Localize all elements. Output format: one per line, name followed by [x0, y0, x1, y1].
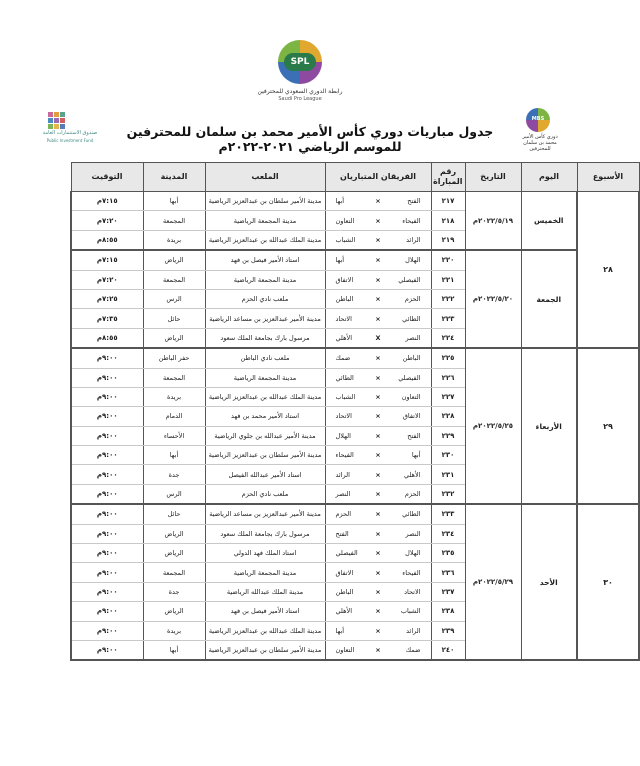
versus-mark: × — [371, 621, 385, 640]
away-team: الأهلي — [325, 602, 371, 621]
home-team: الاتفاق — [385, 407, 431, 426]
away-team: الاتفاق — [325, 270, 371, 289]
away-team: الرائد — [325, 465, 371, 484]
city: الدمام — [143, 407, 205, 426]
kickoff-time: ٩:٠٠م — [71, 426, 143, 445]
kickoff-time: ٩:٠٠م — [71, 407, 143, 426]
stadium: مدينة الأمير عبدالله بن جلوي الرياضية — [205, 426, 325, 445]
away-team: الفيحاء — [325, 446, 371, 465]
city: حائل — [143, 504, 205, 524]
away-team: التعاون — [325, 211, 371, 230]
away-team: الحزم — [325, 504, 371, 524]
city: أبها — [143, 640, 205, 660]
home-team: الفيصلي — [385, 270, 431, 289]
city: المجمعة — [143, 563, 205, 582]
home-team: الرائد — [385, 230, 431, 250]
match-number: ٢٢٣ — [431, 309, 465, 328]
match-number: ٢٣٥ — [431, 544, 465, 563]
home-team: التعاون — [385, 387, 431, 406]
match-number: ٢٣٢ — [431, 484, 465, 504]
city: بريدة — [143, 387, 205, 406]
pif-name-ar: صندوق الاستثمارات العامة — [42, 130, 98, 136]
cup-name: دوري كأس الأمير محمد بن سلمان للمحترفين — [522, 134, 558, 152]
home-team: الباطن — [385, 348, 431, 368]
kickoff-time: ٩:٠٠م — [71, 446, 143, 465]
versus-mark: × — [371, 289, 385, 308]
stadium: مدينة الملك عبدالله بن عبدالعزيز الرياضية — [205, 387, 325, 406]
kickoff-time: ٩:٠٠م — [71, 602, 143, 621]
city: الرياض — [143, 250, 205, 270]
col-teams: الفريقان المتباريان — [325, 163, 431, 192]
stadium: مدينة المجمعة الرياضية — [205, 368, 325, 387]
match-number: ٢٣٧ — [431, 582, 465, 601]
away-team: ضمك — [325, 348, 371, 368]
versus-mark: × — [371, 563, 385, 582]
city: جدة — [143, 465, 205, 484]
city: الرياض — [143, 328, 205, 348]
match-number: ٢١٩ — [431, 230, 465, 250]
col-city: المدينة — [143, 163, 205, 192]
city: المجمعة — [143, 368, 205, 387]
home-team: الطائي — [385, 504, 431, 524]
match-number: ٢٢٩ — [431, 426, 465, 445]
home-team: ضمك — [385, 640, 431, 660]
away-team: الأهلي — [325, 328, 371, 348]
versus-mark: X — [371, 328, 385, 348]
match-date: ٢٠٢٢/٥/١٩م — [465, 192, 521, 251]
away-team: الاتحاد — [325, 407, 371, 426]
kickoff-time: ٩:٠٠م — [71, 563, 143, 582]
stadium: ملعب نادي الحزم — [205, 289, 325, 308]
city: الرس — [143, 484, 205, 504]
city: الرس — [143, 289, 205, 308]
away-team: الاتفاق — [325, 563, 371, 582]
away-team: الشباب — [325, 387, 371, 406]
versus-mark: × — [371, 524, 385, 543]
stadium: مرسول بارك بجامعة الملك سعود — [205, 524, 325, 543]
home-team: الاتحاد — [385, 582, 431, 601]
match-number: ٢٢٥ — [431, 348, 465, 368]
versus-mark: × — [371, 504, 385, 524]
home-team: أبها — [385, 446, 431, 465]
away-team: أبها — [325, 192, 371, 211]
city: أبها — [143, 446, 205, 465]
home-team: الهلال — [385, 544, 431, 563]
kickoff-time: ٩:٠٠م — [71, 582, 143, 601]
away-team: التعاون — [325, 640, 371, 660]
match-number: ٢٢١ — [431, 270, 465, 289]
kickoff-time: ٩:٠٠م — [71, 484, 143, 504]
away-team: الباطن — [325, 582, 371, 601]
match-date: ٢٠٢٢/٥/٢٩م — [465, 504, 521, 660]
city: حفر الباطن — [143, 348, 205, 368]
match-number: ٢٣٨ — [431, 602, 465, 621]
away-team: الطائي — [325, 368, 371, 387]
away-team: الفيصلي — [325, 544, 371, 563]
versus-mark: × — [371, 407, 385, 426]
match-day: الأحد — [521, 504, 577, 660]
kickoff-time: ٩:٠٠م — [71, 504, 143, 524]
match-number: ٢٢٠ — [431, 250, 465, 270]
match-number: ٢٢٨ — [431, 407, 465, 426]
home-team: الحزم — [385, 484, 431, 504]
table-row — [71, 250, 639, 270]
league-name-en: Saudi Pro League — [278, 96, 322, 102]
col-match-no: رقم المباراة — [431, 163, 465, 192]
match-number: ٢١٧ — [431, 192, 465, 211]
versus-mark: × — [371, 348, 385, 368]
versus-mark: × — [371, 368, 385, 387]
versus-mark: × — [371, 484, 385, 504]
versus-mark: × — [371, 270, 385, 289]
city: بريدة — [143, 621, 205, 640]
stadium: استاد الملك فهد الدولي — [205, 544, 325, 563]
away-team: أبها — [325, 250, 371, 270]
city: بريدة — [143, 230, 205, 250]
stadium: مدينة الملك عبدالله بن عبدالعزيز الرياضية — [205, 621, 325, 640]
away-team: الاتحاد — [325, 309, 371, 328]
away-team: أبها — [325, 621, 371, 640]
city: حائل — [143, 309, 205, 328]
versus-mark: × — [371, 602, 385, 621]
stadium: مدينة الأمير سلطان بن عبدالعزيز الرياضية — [205, 192, 325, 211]
col-time: التوقيت — [71, 163, 143, 192]
spl-logo-text: SPL — [284, 53, 316, 71]
city: جدة — [143, 582, 205, 601]
versus-mark: × — [371, 640, 385, 660]
away-team: الشباب — [325, 230, 371, 250]
home-team: الفتح — [385, 426, 431, 445]
stadium: استاد الأمير محمد بن فهد — [205, 407, 325, 426]
pif-name-en: Public Investment Fund — [46, 138, 94, 143]
versus-mark: × — [371, 582, 385, 601]
kickoff-time: ٧:٢٠م — [71, 270, 143, 289]
away-team: الباطن — [325, 289, 371, 308]
kickoff-time: ٨:٥٥م — [71, 328, 143, 348]
stadium: مدينة الأمير سلطان بن عبدالعزيز الرياضية — [205, 446, 325, 465]
kickoff-time: ٩:٠٠م — [71, 621, 143, 640]
versus-mark: × — [371, 192, 385, 211]
stadium: استاد الأمير فيصل بن فهد — [205, 602, 325, 621]
stadium: مدينة الملك عبدالله الرياضية — [205, 582, 325, 601]
stadium: استاد الأمير فيصل بن فهد — [205, 250, 325, 270]
versus-mark: × — [371, 211, 385, 230]
city: الرياض — [143, 524, 205, 543]
kickoff-time: ٩:٠٠م — [71, 544, 143, 563]
stadium: ملعب نادي الباطن — [205, 348, 325, 368]
week-number: ٢٨ — [577, 192, 639, 349]
home-team: الأهلي — [385, 465, 431, 484]
kickoff-time: ٩:٠٠م — [71, 348, 143, 368]
kickoff-time: ٩:٠٠م — [71, 524, 143, 543]
stadium: ملعب نادي الحزم — [205, 484, 325, 504]
table-row — [71, 348, 639, 368]
stadium: مدينة المجمعة الرياضية — [205, 563, 325, 582]
city: المجمعة — [143, 270, 205, 289]
schedule-table — [70, 162, 640, 661]
match-number: ٢٢٧ — [431, 387, 465, 406]
city: الرياض — [143, 544, 205, 563]
home-team: النصر — [385, 328, 431, 348]
versus-mark: × — [371, 387, 385, 406]
col-stadium: الملعب — [205, 163, 325, 192]
kickoff-time: ٨:٥٥م — [71, 230, 143, 250]
home-team: الحزم — [385, 289, 431, 308]
kickoff-time: ٧:٣٥م — [71, 309, 143, 328]
kickoff-time: ٩:٠٠م — [71, 465, 143, 484]
match-number: ٢٢٢ — [431, 289, 465, 308]
versus-mark: × — [371, 309, 385, 328]
kickoff-time: ٩:٠٠م — [71, 387, 143, 406]
match-day: الخميس — [521, 192, 577, 251]
match-number: ٢٣٦ — [431, 563, 465, 582]
cup-short: MBS — [531, 116, 545, 122]
stadium: استاد الأمير عبدالله الفيصل — [205, 465, 325, 484]
week-number: ٢٩ — [577, 348, 639, 504]
table-row — [71, 192, 639, 211]
pif-mark-icon — [48, 112, 70, 130]
match-number: ٢٢٤ — [431, 328, 465, 348]
home-team: النصر — [385, 524, 431, 543]
stadium: مدينة المجمعة الرياضية — [205, 211, 325, 230]
page-title: جدول مباريات دوري كأس الأمير محمد بن سلمان للمحترفين للموسم الرياضي ٢٠٢١-٢٠٢٢م — [126, 124, 494, 154]
kickoff-time: ٩:٠٠م — [71, 640, 143, 660]
mbs-cup-logo — [518, 108, 562, 156]
kickoff-time: ٧:٢٠م — [71, 211, 143, 230]
versus-mark: × — [371, 426, 385, 445]
match-number: ٢٣٩ — [431, 621, 465, 640]
match-number: ٢٤٠ — [431, 640, 465, 660]
col-day: اليوم — [521, 163, 577, 192]
kickoff-time: ٧:١٥م — [71, 250, 143, 270]
city: المجمعة — [143, 211, 205, 230]
home-team: الشباب — [385, 602, 431, 621]
match-number: ٢٣٠ — [431, 446, 465, 465]
stadium: مدينة الأمير عبدالعزيز بن مساعد الرياضية — [205, 309, 325, 328]
match-day: الأربعاء — [521, 348, 577, 504]
away-team: الفتح — [325, 524, 371, 543]
match-number: ٢٣٤ — [431, 524, 465, 543]
home-team: الطائي — [385, 309, 431, 328]
home-team: الفتح — [385, 192, 431, 211]
stadium: مدينة الملك عبدالله بن عبدالعزيز الرياضية — [205, 230, 325, 250]
stadium: مدينة الأمير سلطان بن عبدالعزيز الرياضية — [205, 640, 325, 660]
home-team: الرائد — [385, 621, 431, 640]
versus-mark: × — [371, 446, 385, 465]
away-team: الهلال — [325, 426, 371, 445]
home-team: الفيحاء — [385, 211, 431, 230]
versus-mark: × — [371, 250, 385, 270]
col-date: التاريخ — [465, 163, 521, 192]
away-team: النصر — [325, 484, 371, 504]
match-date: ٢٠٢٢/٥/٢٠م — [465, 250, 521, 348]
match-number: ٢٣١ — [431, 465, 465, 484]
week-number: ٣٠ — [577, 504, 639, 660]
kickoff-time: ٧:١٥م — [71, 192, 143, 211]
home-team: الفيحاء — [385, 563, 431, 582]
home-team: الهلال — [385, 250, 431, 270]
versus-mark: × — [371, 465, 385, 484]
match-number: ٢٢٦ — [431, 368, 465, 387]
city: الرياض — [143, 602, 205, 621]
home-team: الفيصلي — [385, 368, 431, 387]
match-number: ٢٣٣ — [431, 504, 465, 524]
league-name-ar: رابطة الدوري السعودي للمحترفين — [257, 88, 343, 95]
city: أبها — [143, 192, 205, 211]
kickoff-time: ٩:٠٠م — [71, 368, 143, 387]
stadium: مرسول بارك بجامعة الملك سعود — [205, 328, 325, 348]
stadium: مدينة الأمير عبدالعزيز بن مساعد الرياضية — [205, 504, 325, 524]
kickoff-time: ٧:٢٥م — [71, 289, 143, 308]
match-day: الجمعة — [521, 250, 577, 348]
versus-mark: × — [371, 230, 385, 250]
pif-logo — [40, 112, 100, 148]
table-row — [71, 504, 639, 524]
stadium: مدينة المجمعة الرياضية — [205, 270, 325, 289]
match-date: ٢٠٢٢/٥/٢٥م — [465, 348, 521, 504]
match-number: ٢١٨ — [431, 211, 465, 230]
city: الأحساء — [143, 426, 205, 445]
col-week: الأسبوع — [577, 163, 639, 192]
versus-mark: × — [371, 544, 385, 563]
